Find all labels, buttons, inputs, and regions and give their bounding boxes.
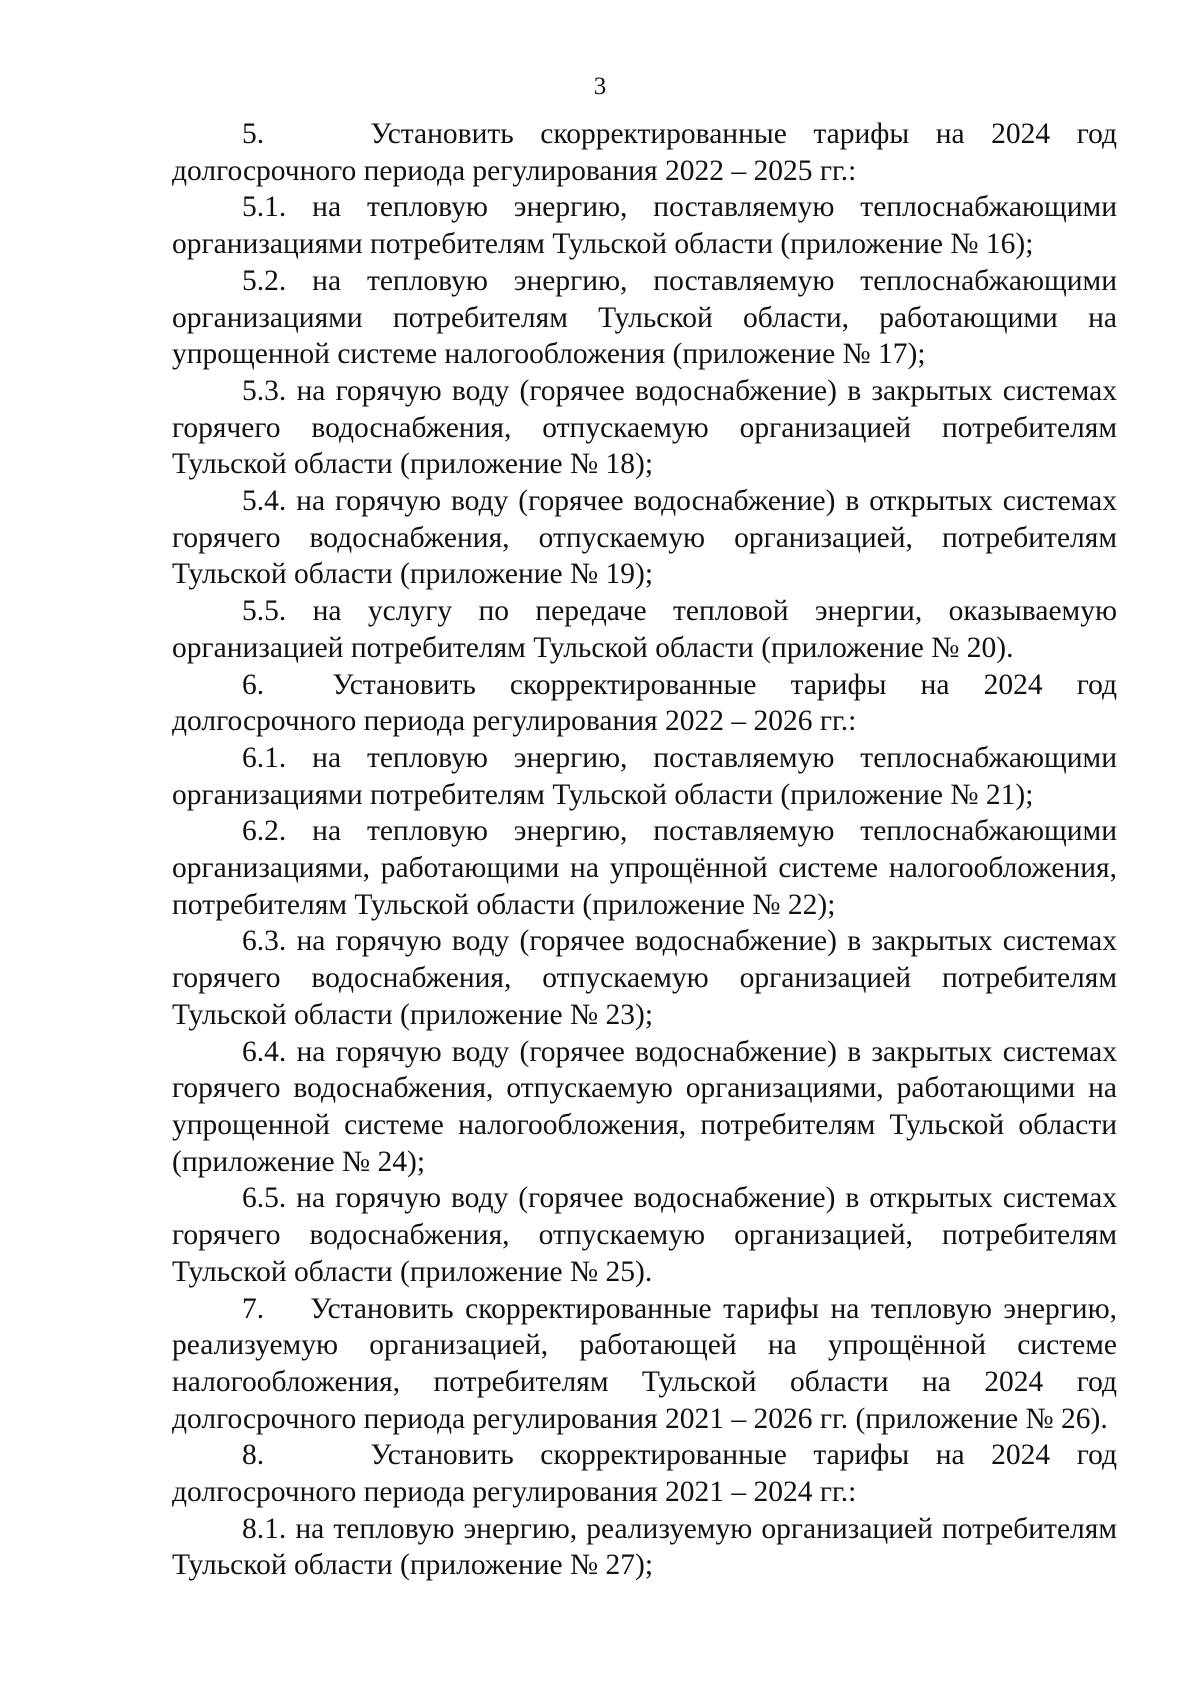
paragraph-6-4: 6.4. на горячую воду (горячее водоснабжение) в закрытых системах горячего водоснабжения, отпускаемую организациями, работающими на упрощенной системе налогообложения, потребителям Тульской области (приложение № 24); (172, 1035, 1117, 1178)
paragraph-5: 5. Установить скорректированные тарифы на 2024 год долгосрочного периода регулирования 2022 – 2025 гг.: (172, 118, 1117, 187)
paragraph-8: 8. Установить скорректированные тарифы на 2024 год долгосрочного периода регулирования 2021 – 2024 гг.: (172, 1439, 1117, 1509)
paragraph-6-5: 6.5. на горячую воду (горячее водоснабжение) в открытых системах горячего водоснабжения, отпускаемую организацией, потребителям Тульской области (приложение № 25). (172, 1182, 1117, 1288)
paragraph-5-3: 5.3. на горячую воду (горячее водоснабжение) в закрытых системах горячего водоснабжения, отпускаемую организацией потребителям Тульской области (приложение № 18); (172, 374, 1117, 481)
paragraph-6-2: 6.2. на тепловую энергию, поставляемую теплоснабжающими организациями, работающими на упрощённой системе налогообложения, потребителям Тульской области (приложение № 22); (172, 815, 1117, 921)
paragraph-6-3: 6.3. на горячую воду (горячее водоснабжение) в закрытых системах горячего водоснабжения, отпускаемую организацией потребителям Тульской области (приложение № 23); (172, 925, 1117, 1031)
paragraph-5-1: 5.1. на тепловую энергию, поставляемую теплоснабжающими организациями потребителям Тульской области (приложение № 16); (172, 191, 1117, 261)
paragraph-6-1: 6.1. на тепловую энергию, поставляемую теплоснабжающими организациями потребителям Тульской области (приложение № 21); (172, 741, 1117, 811)
paragraph-7: 7. Установить скорректированные тарифы на тепловую энергию, реализуемую организацией, работающей на упрощённой системе налогообложения, потребителям Тульской области на 2024 год долгосрочного периода регулирования 2021 – 2026 гг. (приложение № 26). (172, 1292, 1117, 1435)
paragraph-5-5: 5.5. на услугу по передаче тепловой энергии, оказываемую организацией потребителям Тульской области (приложение № 20). (172, 595, 1117, 664)
paragraph-8-1: 8.1. на тепловую энергию, реализуемую организацией потребителям Тульской области (приложение № 27); (172, 1512, 1117, 1582)
page-number: 3 (593, 73, 607, 100)
paragraph-5-2: 5.2. на тепловую энергию, поставляемую теплоснабжающими организациями потребителям Тульской области, работающими на упрощенной системе налогообложения (приложение № 17); (172, 264, 1117, 371)
paragraph-5-4: 5.4. на горячую воду (горячее водоснабжение) в открытых системах горячего водоснабжения, отпускаемую организацией, потребителям Тульской области (приложение № 19); (172, 485, 1117, 591)
paragraph-6: 6. Установить скорректированные тарифы на 2024 год долгосрочного периода регулирования 2022 – 2026 гг.: (172, 668, 1117, 738)
document-body (172, 116, 1117, 1584)
